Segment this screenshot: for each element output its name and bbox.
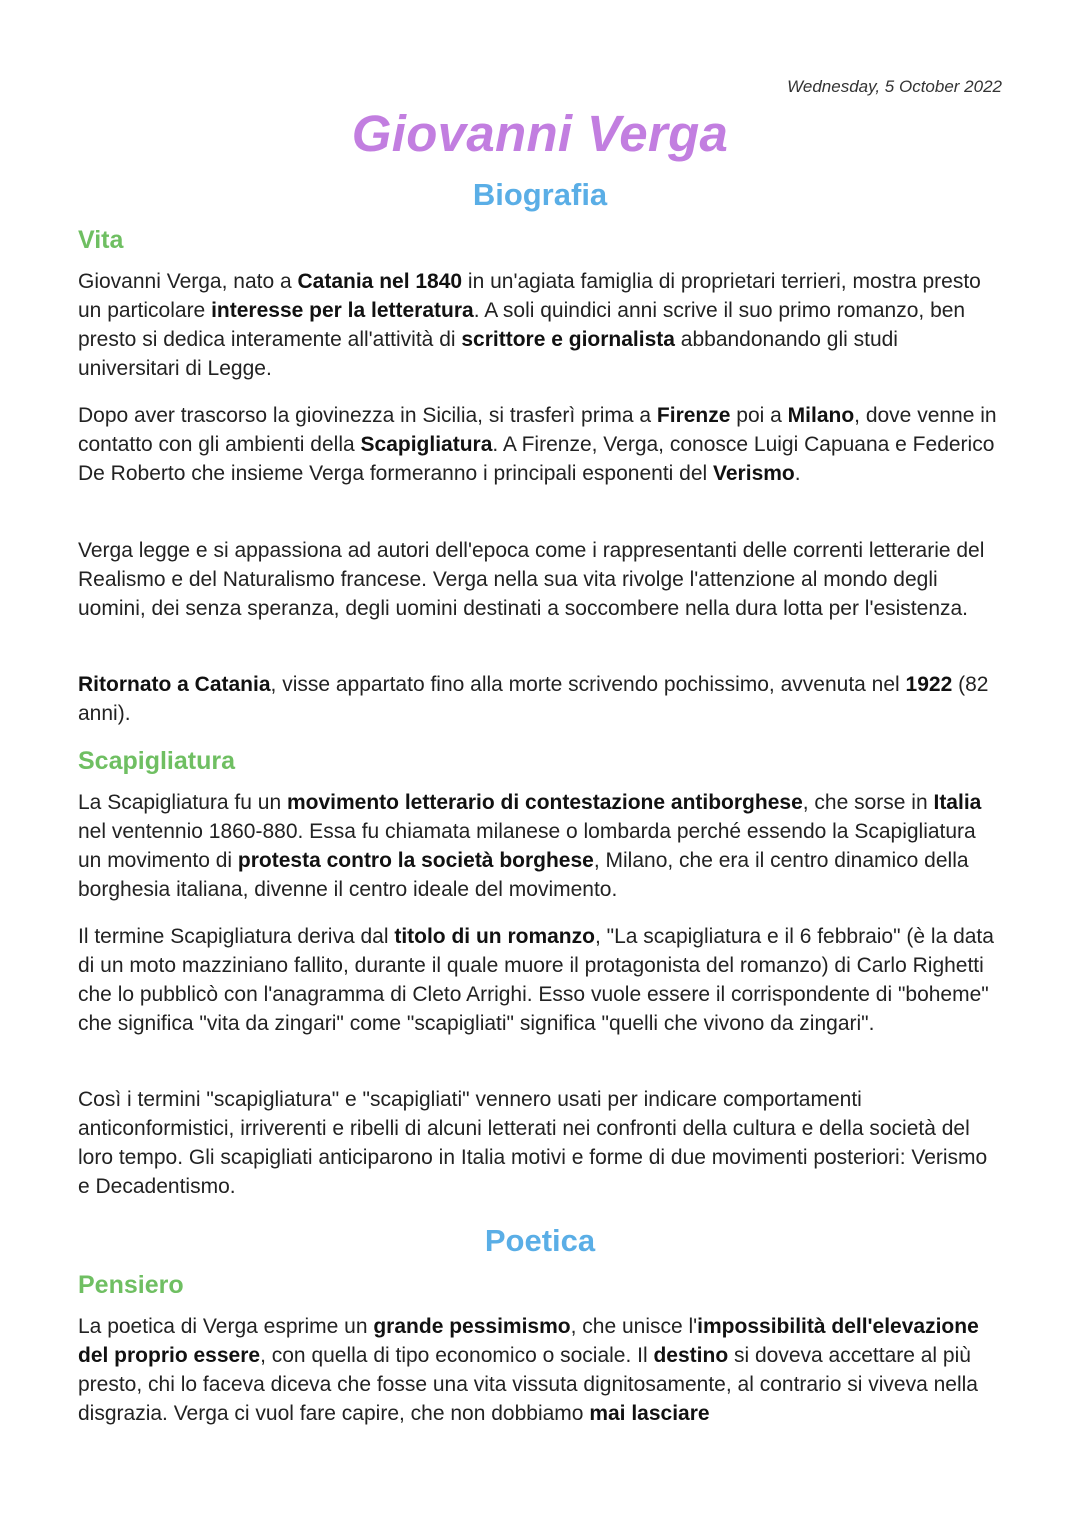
paragraph-scapigliatura-3 <box>78 1085 1002 1201</box>
bold-text: scrittore e giornalista <box>461 328 675 351</box>
text-run: in un'agiata famiglia di proprietari terrieri, mostra presto un particolare <box>78 270 981 322</box>
text-run: . <box>794 462 801 485</box>
text-run: abbandonando gli studi universitari di Legge. <box>78 328 898 380</box>
text-run: . A soli quindici anni scrive il suo primo romanzo, ben presto si dedica interamente all'attività di <box>78 299 966 351</box>
bold-text: Scapigliatura <box>360 433 493 456</box>
text-run: (82 anni). <box>78 673 989 725</box>
section-title-poetica: Poetica <box>484 1223 596 1258</box>
paragraph-vita-4 <box>78 670 1002 728</box>
text-run: , dove venne in contatto con gli ambienti della <box>78 404 997 456</box>
text-run: Il termine Scapigliatura deriva dal <box>78 925 395 948</box>
text-run: , Milano, che era il centro dinamico della borghesia italiana, divenne il centro ideale del movimento. <box>78 849 969 901</box>
text-run: , visse appartato fino alla morte scrivendo pochissimo, avvenuta nel <box>270 673 906 696</box>
paragraph-vita-2 <box>78 401 1002 488</box>
paragraph-vita-3 <box>78 536 1002 623</box>
text-run: Giovanni Verga, nato a <box>78 270 298 293</box>
text-run: poi a <box>730 404 788 427</box>
paragraph-scapigliatura-1 <box>78 788 1002 904</box>
bold-text: protesta contro la società borghese <box>237 849 594 872</box>
bold-text: Ritornato a Catania <box>78 673 271 696</box>
text-run: Così i termini "scapigliatura" e "scapigliati" vennero usati per indicare comportamenti anticonformistici, irriverenti e ribelli di alcuni letterati nei confronti della cultura e della società del loro tempo. Gli scapigliati anticiparono in Italia motivi e forme di due movimenti posteriori: Verismo e Decadentismo. <box>78 1088 988 1198</box>
bold-text: titolo di un romanzo <box>394 925 595 948</box>
bold-text: interesse per la letteratura <box>211 299 474 322</box>
bold-text: grande pessimismo <box>373 1315 571 1338</box>
paragraph-pensiero-1 <box>78 1312 1002 1428</box>
document-title: Giovanni Verga <box>351 105 729 162</box>
document-date: Wednesday, 5 October 2022 <box>787 77 1002 96</box>
section-title-biografia: Biografia <box>472 177 608 212</box>
bold-text: Milano <box>787 404 855 427</box>
text-run: La poetica di Verga esprime un <box>78 1315 374 1338</box>
subhead-pensiero: Pensiero <box>78 1271 184 1299</box>
text-run: nel ventennio 1860-880. Essa fu chiamata milanese o lombarda perché essendo la Scapigliatura un movimento di <box>78 820 976 872</box>
text-run: Dopo aver trascorso la giovinezza in Sicilia, si trasferì prima a <box>78 404 657 427</box>
paragraph-vita-1 <box>78 267 1002 383</box>
bold-text: Italia <box>933 791 982 814</box>
text-run: Verga legge e si appassiona ad autori dell'epoca come i rappresentanti delle correnti letterarie del Realismo e del Naturalismo francese. Verga nella sua vita rivolge l'attenzione al mondo degli uomini, dei senza speranza, degli uomini destinati a soccombere nella dura lotta per l'esistenza. <box>78 539 985 620</box>
bold-text: Catania nel 1840 <box>297 270 463 293</box>
text-run: , "La scapigliatura e il 6 febbraio" (è la data di un moto mazziniano fallito, durante il quale muore il protagonista del romanzo) di Carlo Righetti che lo pubblicò con l'anagramma di Cleto Arrighi. Esso vuole essere il corrispondente di "boheme" che significa "vita da zingari" come "scapigliati" significa "quelli che vivono da zingari". <box>78 925 994 1035</box>
text-run: . A Firenze, Verga, conosce Luigi Capuana e Federico De Roberto che insieme Verga formeranno i principali esponenti del <box>78 433 995 485</box>
bold-text: impossibilità dell'elevazione del proprio essere <box>78 1315 979 1367</box>
bold-text: movimento letterario di contestazione antiborghese <box>286 791 803 814</box>
text-run: , che unisce l' <box>570 1315 698 1338</box>
subhead-vita: Vita <box>78 226 124 254</box>
text-run: si doveva accettare al più presto, chi lo faceva diceva che fosse una vita vissuta dignitosamente, al contrario si viveva nella disgrazia. Verga ci vuol fare capire, che non dobbiamo <box>78 1344 978 1425</box>
bold-text: Verismo <box>713 462 795 485</box>
text-run: , che sorse in <box>802 791 934 814</box>
text-run: , con quella di tipo economico o sociale. Il <box>260 1344 654 1367</box>
text-run: La Scapigliatura fu un <box>78 791 287 814</box>
bold-text: Firenze <box>656 404 731 427</box>
bold-text: 1922 <box>905 673 953 696</box>
subhead-scapigliatura: Scapigliatura <box>78 747 235 775</box>
bold-text: mai lasciare <box>589 1402 710 1425</box>
paragraph-scapigliatura-2 <box>78 922 1002 1038</box>
bold-text: destino <box>653 1344 729 1367</box>
